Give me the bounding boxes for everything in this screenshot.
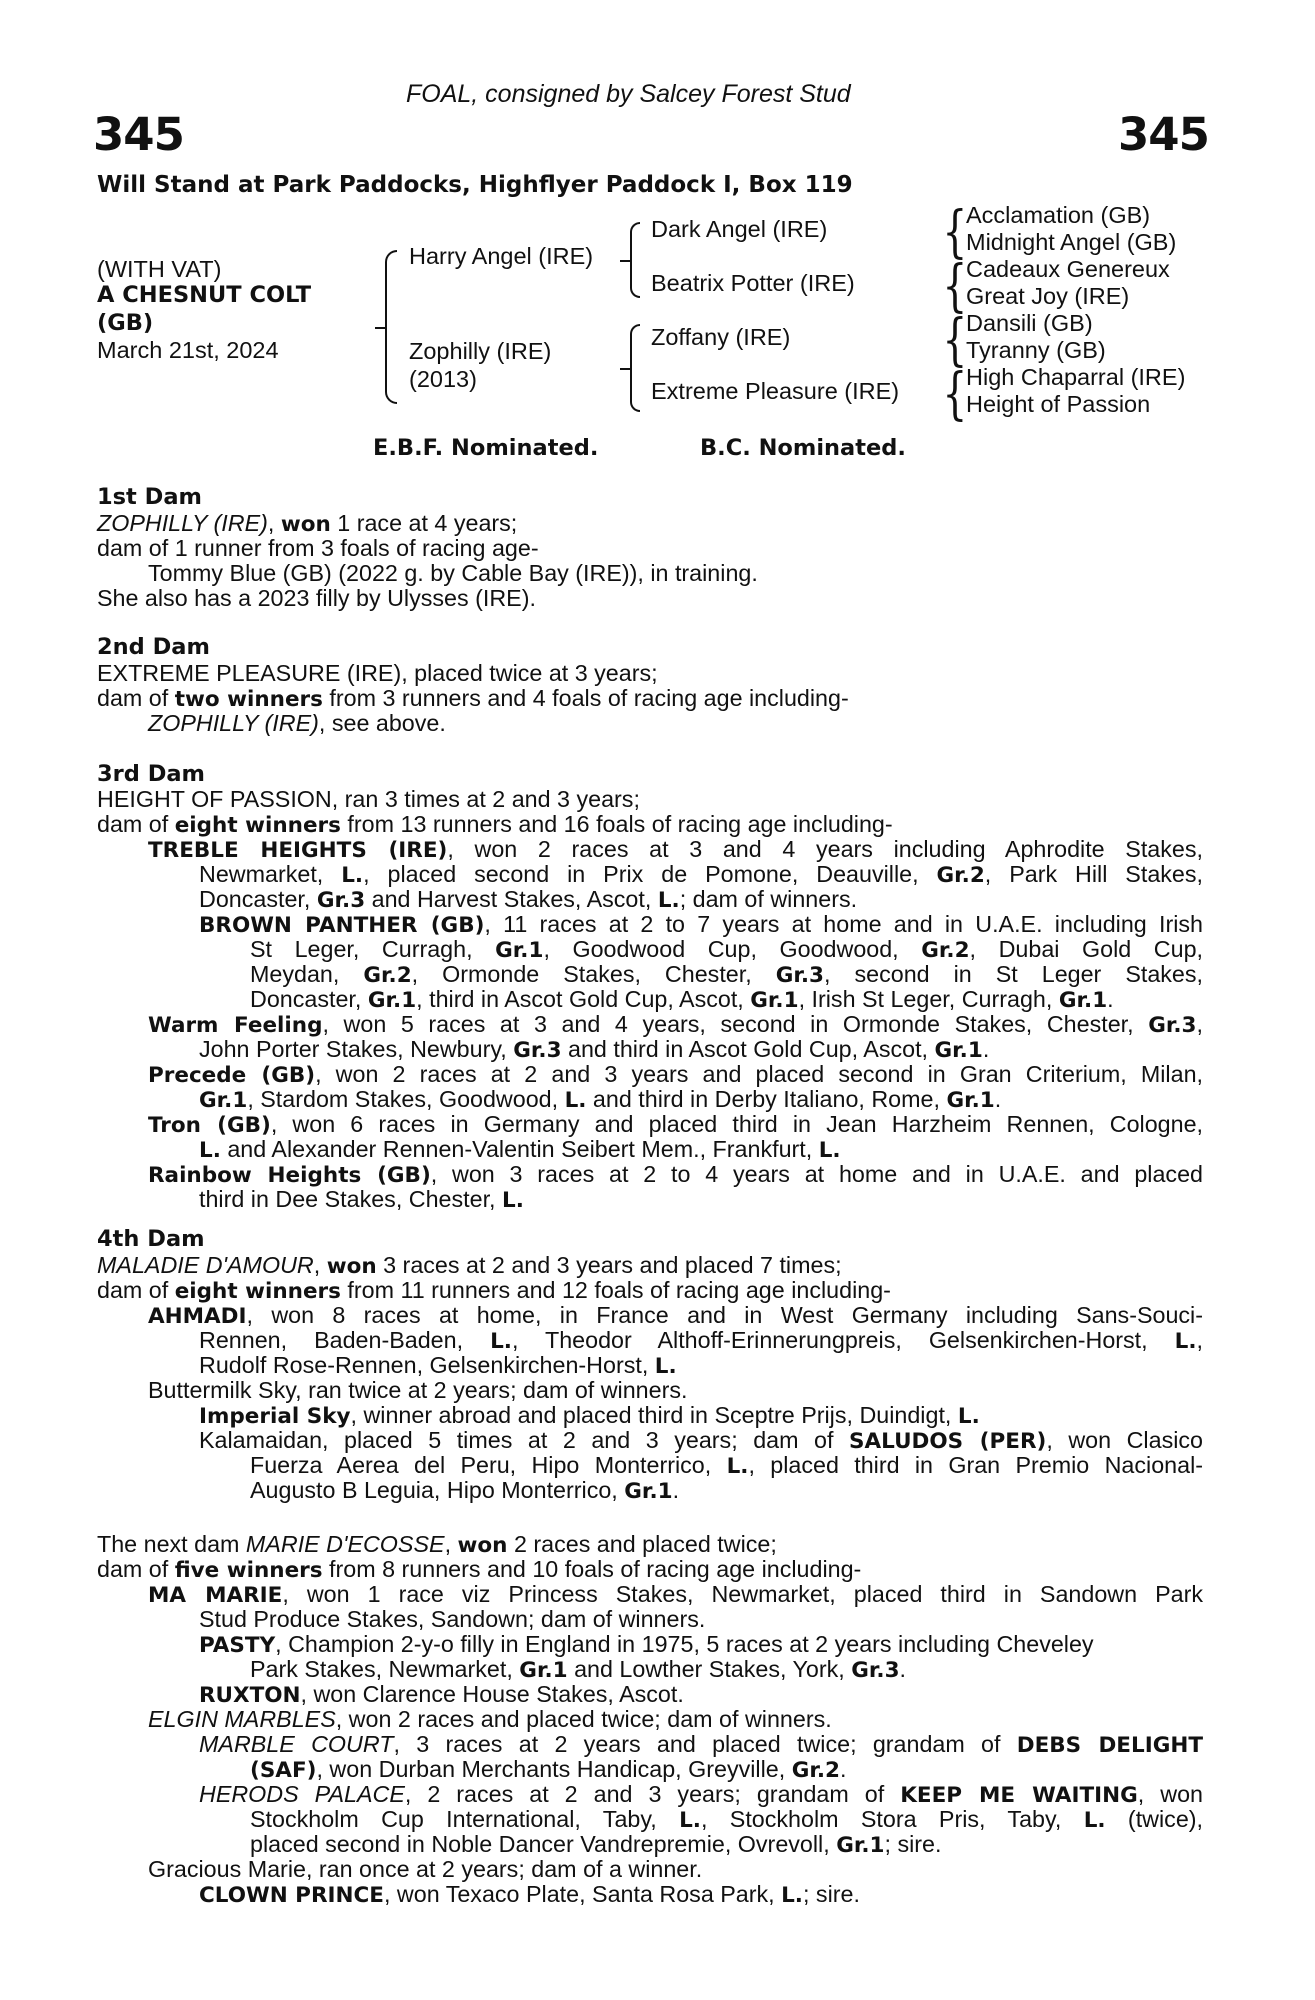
pedigree-bracket-sire <box>630 222 640 298</box>
gen3-7: High Chaparral (IRE) <box>966 364 1186 390</box>
location-line: Will Stand at Park Paddocks, Highflyer Paddock I, Box 119 <box>97 172 853 198</box>
vat-label: (WITH VAT) <box>97 256 222 282</box>
lot-number-left: 345 <box>93 108 184 161</box>
brace-icon: { <box>942 254 968 319</box>
foaling-date: March 21st, 2024 <box>97 337 279 363</box>
second-dam-heading: 2nd Dam <box>97 634 210 660</box>
sire-sire: Dark Angel (IRE) <box>651 216 828 242</box>
dam-dam: Extreme Pleasure (IRE) <box>651 378 900 404</box>
pedigree-bracket-main <box>385 250 397 404</box>
dam-sire: Zoffany (IRE) <box>651 324 791 350</box>
first-dam-heading: 1st Dam <box>97 484 202 510</box>
brace-icon: { <box>942 200 968 265</box>
dam-year: (2013) <box>409 366 477 392</box>
sire-dam: Beatrix Potter (IRE) <box>651 270 855 296</box>
horse-country: (GB) <box>97 310 154 336</box>
gen3-3: Cadeaux Genereux <box>966 256 1170 282</box>
horse-name: A CHESNUT COLT <box>97 282 312 308</box>
gen3-4: Great Joy (IRE) <box>966 283 1130 309</box>
gen3-5: Dansili (GB) <box>966 310 1093 336</box>
pedigree-bracket-dam <box>630 324 640 412</box>
brace-icon: { <box>942 308 968 373</box>
gen3-6: Tyranny (GB) <box>966 337 1106 363</box>
dam-name: Zophilly (IRE) <box>409 338 552 364</box>
gen3-1: Acclamation (GB) <box>966 202 1151 228</box>
gen3-8: Height of Passion <box>966 391 1151 417</box>
lot-number-right: 345 <box>1118 108 1209 161</box>
ebf-nominated: E.B.F. Nominated. <box>373 435 599 461</box>
fourth-dam-heading: 4th Dam <box>97 1226 205 1252</box>
gen3-2: Midnight Angel (GB) <box>966 229 1177 255</box>
consignor-line: FOAL, consigned by Salcey Forest Stud <box>406 80 851 108</box>
third-dam-heading: 3rd Dam <box>97 761 205 787</box>
brace-icon: { <box>942 362 968 427</box>
bc-nominated: B.C. Nominated. <box>700 435 906 461</box>
sire-name: Harry Angel (IRE) <box>409 243 594 269</box>
